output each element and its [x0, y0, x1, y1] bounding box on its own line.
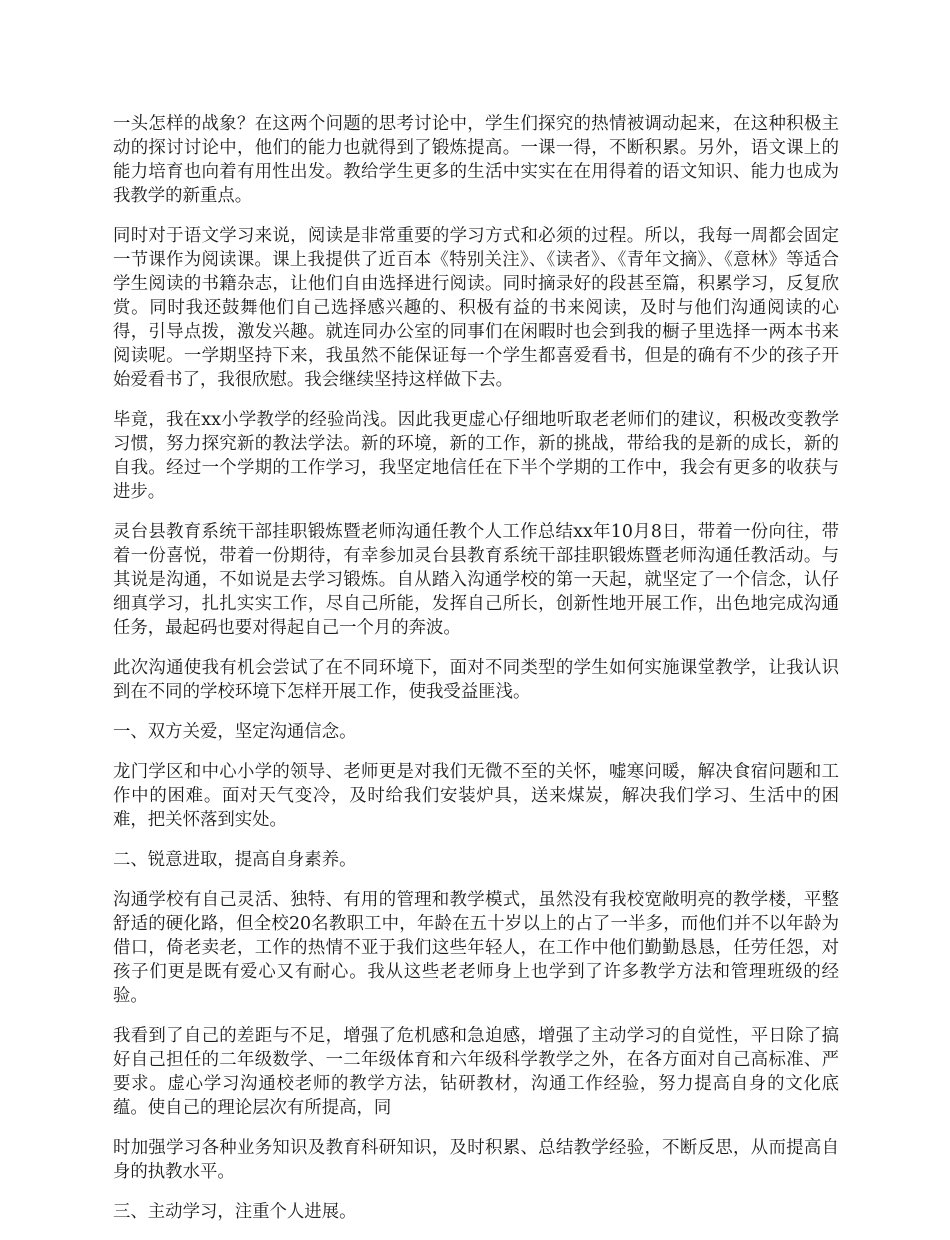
document-body: [113, 112, 839, 1240]
paragraph: 此次沟通使我有机会尝试了在不同环境下，面对不同类型的学生如何实施课堂教学，让我认识到在不同的学校环境下怎样开展工作，使我受益匪浅。: [113, 658, 839, 702]
paragraph: 一头怎样的战象？在这两个问题的思考讨论中，学生们探究的热情被调动起来，在这种积极主动的探讨讨论中，他们的能力也就得到了锻炼提高。一课一得，不断积累。另外，语文课上的能力培育也向着有用性出发。教给学生更多的生活中实实在在用得着的语文知识、能力也成为我教学的新重点。: [113, 114, 839, 206]
paragraph: 时加强学习各种业务知识及教育科研知识，及时积累、总结教学经验，不断反思，从而提高自身的执教水平。: [113, 1138, 839, 1182]
section-heading: 一、双方关爱，坚定沟通信念。: [113, 722, 357, 742]
paragraph: 同时对于语文学习来说，阅读是非常重要的学习方式和必须的过程。所以，我每一周都会固定一节课作为阅读课。课上我提供了近百本《特别关注》、《读者》、《青年文摘》、《意林》等适合学生阅读的书籍杂志，让他们自由选择进行阅读。同时摘录好的段甚至篇，积累学习，反复欣赏。同时我还鼓舞他们自己选择感兴趣的、积极有益的书来阅读，及时与他们沟通阅读的心得，引导点拨，激发兴趣。就连同办公室的同事们在闲暇时也会到我的橱子里选择一两本书来阅读呢。一学期坚持下来，我虽然不能保证每一个学生都喜爱看书，但是的确有不少的孩子开始爱看书了，我很欣慰。我会继续坚持这样做下去。: [113, 226, 839, 390]
section-heading: 二、锐意进取，提高自身素养。: [113, 850, 357, 870]
paragraph: 沟通学校有自己灵活、独特、有用的管理和教学模式，虽然没有我校宽敞明亮的教学楼，平整舒适的硬化路，但全校20名教职工中，年龄在五十岁以上的占了一半多，而他们并不以年龄为借口，倚老卖老，工作的热情不亚于我们这些年轻人，在工作中他们勤勤恳恳，任劳任怨，对孩子们更是既有爱心又有耐心。我从这些老老师身上也学到了许多教学方法和管理班级的经验。: [113, 890, 839, 1006]
paragraph: 龙门学区和中心小学的领导、老师更是对我们无微不至的关怀，嘘寒问暖，解决食宿问题和工作中的困难。面对天气变冷，及时给我们安装炉具，送来煤炭，解决我们学习、生活中的困难，把关怀落到实处。: [113, 762, 839, 830]
paragraph: 灵台县教育系统干部挂职锻炼暨老师沟通任教个人工作总结xx年10月8日，带着一份向往，带着一份喜悦，带着一份期待，有幸参加灵台县教育系统干部挂职锻炼暨老师沟通任教活动。与其说是沟通，不如说是去学习锻炼。自从踏入沟通学校的第一天起，就坚定了一个信念，认仔细真学习，扎扎实实工作，尽自己所能，发挥自己所长，创新性地开展工作，出色地完成沟通任务，最起码也要对得起自己一个月的奔波。: [113, 522, 839, 638]
paragraph: 我看到了自己的差距与不足，增强了危机感和急迫感，增强了主动学习的自觉性，平日除了搞好自己担任的二年级数学、一二年级体育和六年级科学教学之外，在各方面对自己高标准、严要求。虚心学习沟通校老师的教学方法，钻研教材，沟通工作经验，努力提高自身的文化底蕴。使自己的理论层次有所提高，同: [113, 1026, 839, 1118]
paragraph: 毕竟，我在xx小学教学的经验尚浅。因此我更虚心仔细地听取老老师们的建议，积极改变教学习惯，努力探究新的教法学法。新的环境，新的工作，新的挑战，带给我的是新的成长，新的自我。经过一个学期的工作学习，我坚定地信任在下半个学期的工作中，我会有更多的收获与进步。: [113, 410, 839, 502]
section-heading: 三、主动学习，注重个人进展。: [113, 1202, 357, 1222]
